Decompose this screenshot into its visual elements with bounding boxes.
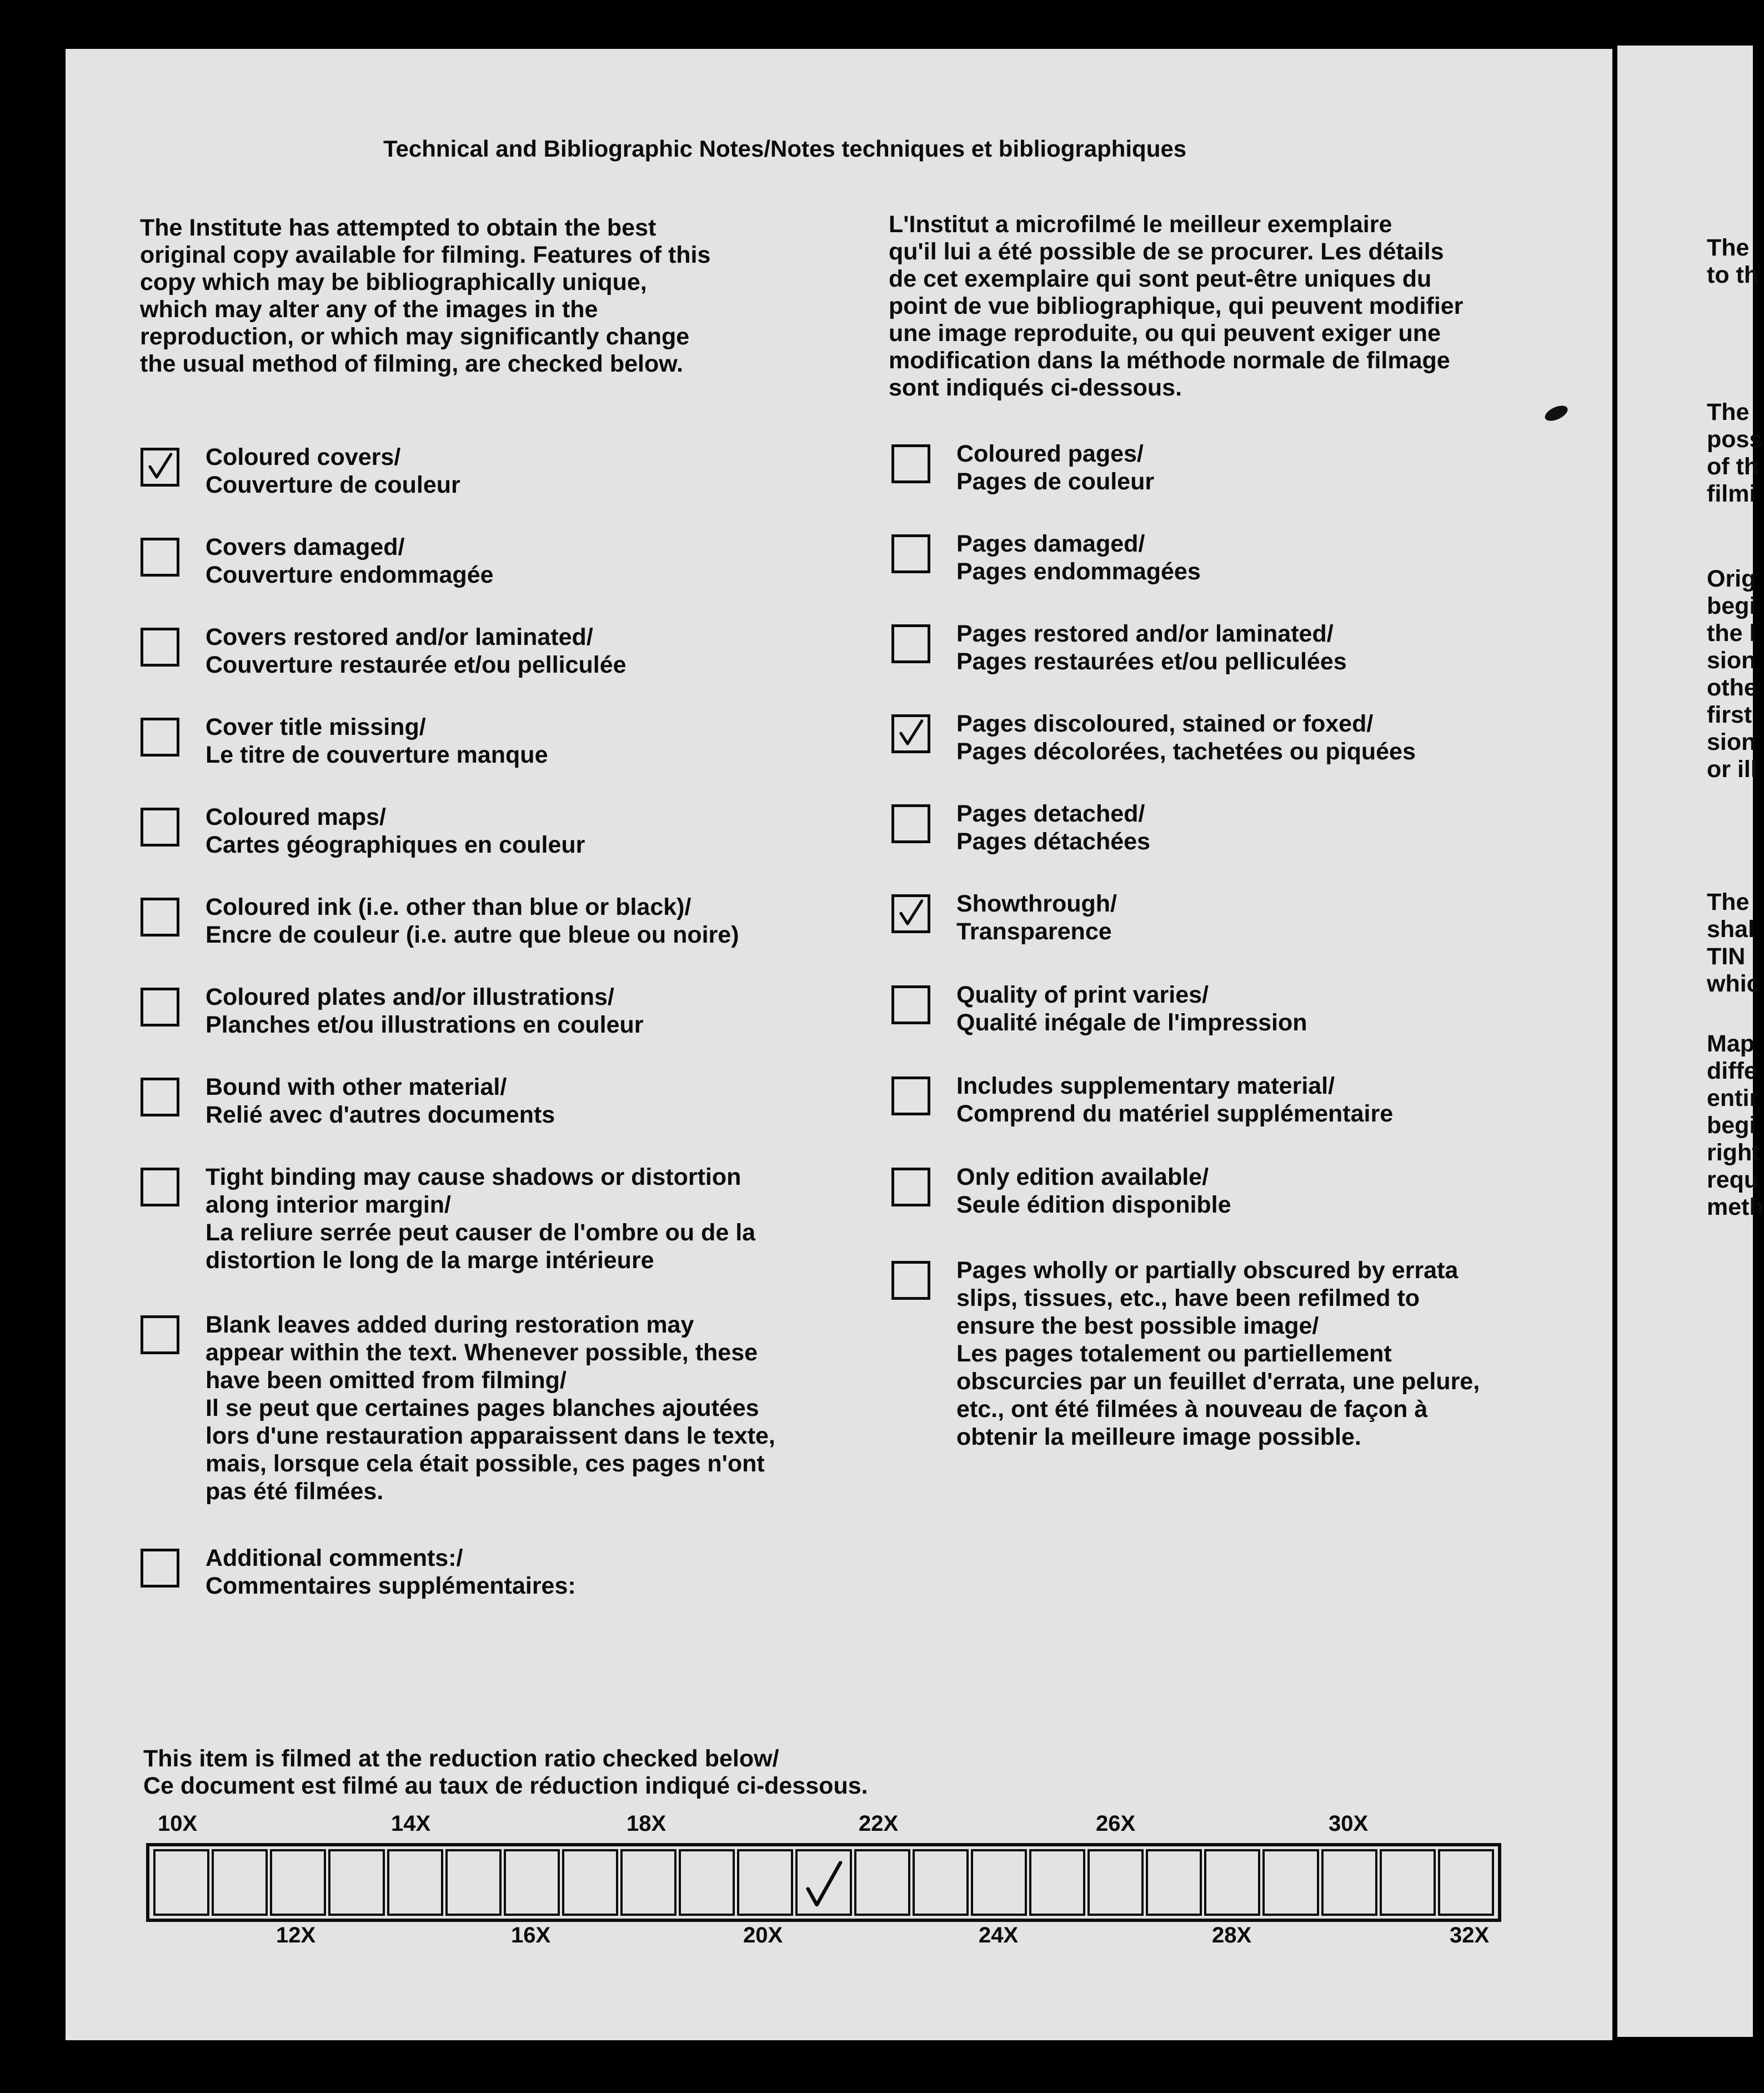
text-line: obscurcies par un feuillet d'errata, une pelure,: [956, 1368, 1480, 1395]
ratio-cell[interactable]: [913, 1849, 969, 1916]
text-line: Covers damaged/: [206, 534, 405, 560]
checkbox[interactable]: [141, 988, 179, 1027]
ratio-cell[interactable]: [212, 1849, 268, 1916]
text-line: sion: [1707, 729, 1756, 755]
checkbox-label: [206, 1073, 555, 1129]
page-title: Technical and Bibliographic Notes/Notes techniques et bibliographiques: [383, 136, 1187, 162]
text-line: Pages détachées: [956, 828, 1150, 855]
text-line: Cartes géographiques en couleur: [206, 832, 585, 858]
ratio-cell[interactable]: [795, 1849, 851, 1916]
checkbox-label: [956, 530, 1201, 585]
checkbox-label: [956, 800, 1150, 855]
text-line: requ: [1707, 1166, 1759, 1193]
text-line: Pages endommagées: [956, 558, 1201, 585]
text-line: to th: [1707, 262, 1759, 288]
text-line: Covers restored and/or laminated/: [206, 624, 593, 650]
text-line: pas été filmées.: [206, 1478, 384, 1505]
reduction-line-fr: Ce document est filmé au taux de réduction indiqué ci-dessous.: [143, 1772, 868, 1799]
checkbox-label: [206, 1544, 576, 1600]
text-line: Couverture de couleur: [206, 472, 460, 498]
text-line: diffe: [1707, 1058, 1757, 1084]
ratio-cell[interactable]: [1146, 1849, 1202, 1916]
fragment-block: [1707, 399, 1762, 508]
checkbox-label: [956, 620, 1347, 675]
text-line: Pages décolorées, tachetées ou piquées: [956, 738, 1416, 765]
text-line: copy which may be bibliographically unique,: [140, 269, 647, 296]
text-line: Seule édition disponible: [956, 1191, 1231, 1218]
text-line: Coloured covers/: [206, 444, 401, 470]
checkbox[interactable]: [891, 714, 930, 753]
ratio-cell[interactable]: [1438, 1849, 1494, 1916]
checkmark-icon: [894, 897, 928, 930]
ratio-cell[interactable]: [854, 1849, 910, 1916]
fragment-block: [1707, 234, 1758, 289]
text-line: Le titre de couverture manque: [206, 742, 548, 768]
checkbox-label: [956, 440, 1154, 495]
text-line: Includes supplementary material/: [956, 1073, 1335, 1099]
checkbox-label: [206, 443, 460, 499]
text-line: othe: [1707, 674, 1757, 701]
text-line: Bound with other material/: [206, 1074, 507, 1100]
ratio-cell[interactable]: [1029, 1849, 1085, 1916]
text-line: The Institute has attempted to obtain the best: [140, 214, 657, 241]
text-line: Pages restaurées et/ou pelliculées: [956, 648, 1347, 675]
text-line: Planches et/ou illustrations en couleur: [206, 1012, 644, 1038]
text-line: whic: [1707, 970, 1760, 997]
text-line: the l: [1707, 620, 1756, 647]
checkbox[interactable]: [141, 808, 179, 847]
checkbox-label: [956, 1256, 1480, 1451]
text-line: TIN: [1707, 943, 1746, 970]
text-line: begi: [1707, 1112, 1756, 1139]
checkbox-label: [206, 803, 585, 859]
text-line: appear within the text. Whenever possible, these: [206, 1339, 758, 1366]
ratio-label: 16X: [511, 1923, 551, 1947]
text-line: Pages damaged/: [956, 530, 1145, 557]
text-line: modification dans la méthode normale de filmage: [889, 347, 1450, 374]
text-line: distortion le long de la marge intérieure: [206, 1247, 654, 1274]
text-line: filmi: [1707, 480, 1756, 507]
ratio-label: 28X: [1212, 1923, 1252, 1947]
checkbox-label: [956, 890, 1117, 945]
checkbox-label: [206, 713, 548, 769]
text-line: qu'il lui a été possible de se procurer. Les détails: [889, 238, 1444, 265]
text-line: etc., ont été filmées à nouveau de façon à: [956, 1396, 1428, 1423]
text-line: right: [1707, 1139, 1760, 1166]
text-line: une image reproduite, ou qui peuvent exiger une: [889, 320, 1441, 347]
text-line: Pages restored and/or laminated/: [956, 620, 1334, 647]
text-line: have been omitted from filming/: [206, 1367, 567, 1394]
text-line: Map: [1707, 1030, 1755, 1057]
checkbox[interactable]: [891, 624, 930, 663]
text-line: Pages wholly or partially obscured by errata: [956, 1257, 1459, 1284]
text-line: point de vue bibliographique, qui peuvent modifier: [889, 293, 1464, 319]
checkbox[interactable]: [891, 444, 930, 483]
checkbox-label: [206, 893, 739, 949]
checkbox-label: [206, 623, 627, 679]
text-line: Cover title missing/: [206, 714, 426, 740]
ratio-cell[interactable]: [737, 1849, 793, 1916]
text-line: de cet exemplaire qui sont peut-être uniques du: [889, 266, 1432, 292]
ratio-cell[interactable]: [971, 1849, 1027, 1916]
reduction-ratio-scale: [146, 1843, 1501, 1922]
text-line: Qualité inégale de l'impression: [956, 1009, 1307, 1036]
text-line: Tight binding may cause shadows or distortion: [206, 1164, 741, 1190]
text-line: Blank leaves added during restoration may: [206, 1311, 694, 1338]
text-line: The: [1707, 889, 1750, 915]
ratio-cell[interactable]: [1088, 1849, 1144, 1916]
checkbox[interactable]: [891, 985, 930, 1024]
ratio-label: 22X: [859, 1811, 899, 1836]
ratio-cell[interactable]: [1262, 1849, 1319, 1916]
ratio-label: 26X: [1096, 1811, 1136, 1836]
checkbox-label: [206, 1311, 775, 1505]
checkbox[interactable]: [141, 1078, 179, 1116]
checkbox[interactable]: [891, 894, 930, 933]
text-line: La reliure serrée peut causer de l'ombre ou de la: [206, 1219, 756, 1246]
text-line: Pages detached/: [956, 800, 1145, 827]
text-line: entir: [1707, 1085, 1759, 1111]
ratio-cell[interactable]: [153, 1849, 209, 1916]
text-line: reproduction, or which may significantly change: [140, 323, 690, 350]
ratio-cell[interactable]: [328, 1849, 384, 1916]
text-line: The: [1707, 234, 1750, 261]
text-line: Pages de couleur: [956, 468, 1155, 495]
text-line: original copy available for filming. Features of this: [140, 242, 711, 268]
text-line: along interior margin/: [206, 1191, 451, 1218]
checkbox-label: [956, 1163, 1231, 1219]
ratio-cell[interactable]: [387, 1849, 443, 1916]
checkmark-icon: [143, 450, 177, 484]
ratio-cell[interactable]: [445, 1849, 502, 1916]
text-line: Orig: [1707, 565, 1756, 592]
text-line: Les pages totalement ou partiellement: [956, 1340, 1392, 1367]
ratio-cell[interactable]: [1321, 1849, 1377, 1916]
text-line: Il se peut que certaines pages blanches ajoutées: [206, 1395, 759, 1421]
checkbox-label: [956, 1072, 1393, 1128]
ratio-cell[interactable]: [504, 1849, 560, 1916]
checkbox[interactable]: [891, 1076, 930, 1115]
text-line: sion: [1707, 647, 1756, 674]
text-line: slips, tissues, etc., have been refilmed to: [956, 1285, 1420, 1311]
fragment-block: [1707, 565, 1757, 783]
ratio-cell[interactable]: [270, 1849, 326, 1916]
ratio-label: 20X: [743, 1923, 783, 1947]
text-line: Couverture endommagée: [206, 562, 494, 588]
text-line: Coloured ink (i.e. other than blue or black)/: [206, 894, 691, 920]
checkbox[interactable]: [891, 534, 930, 573]
text-line: Coloured plates and/or illustrations/: [206, 984, 614, 1010]
text-line: poss: [1707, 426, 1763, 453]
text-line: sont indiqués ci-dessous.: [889, 374, 1182, 401]
reduction-line-en: This item is filmed at the reduction ratio checked below/: [143, 1745, 779, 1772]
ratio-cell[interactable]: [620, 1849, 676, 1916]
text-line: or ill: [1707, 756, 1757, 783]
text-line: Couverture restaurée et/ou pelliculée: [206, 652, 627, 678]
ratio-cell[interactable]: [1204, 1849, 1260, 1916]
text-line: which may alter any of the images in the: [140, 296, 598, 323]
text-line: begi: [1707, 593, 1756, 619]
ratio-cell[interactable]: [562, 1849, 618, 1916]
text-line: L'Institut a microfilmé le meilleur exemplaire: [889, 211, 1392, 238]
text-line: Relié avec d'autres documents: [206, 1101, 555, 1128]
text-line: Only edition available/: [956, 1164, 1209, 1190]
text-line: ensure the best possible image/: [956, 1313, 1319, 1339]
checkbox[interactable]: [141, 718, 179, 757]
ratio-label: 14X: [391, 1811, 431, 1836]
text-line: obtenir la meilleure image possible.: [956, 1424, 1361, 1450]
checkbox[interactable]: [141, 1168, 179, 1206]
ratio-label: 12X: [276, 1923, 316, 1947]
intro-english: [140, 214, 710, 378]
checkbox[interactable]: [141, 448, 179, 487]
ratio-label: 18X: [627, 1811, 666, 1836]
fragment-block: [1707, 889, 1760, 998]
checkbox-label: [956, 981, 1307, 1037]
text-line: Commentaires supplémentaires:: [206, 1573, 576, 1599]
checkbox[interactable]: [141, 538, 179, 577]
text-line: mais, lorsque cela était possible, ces pages n'ont: [206, 1450, 765, 1477]
text-line: Additional comments:/: [206, 1545, 463, 1571]
text-line: shal: [1707, 916, 1755, 943]
reduction-heading: [143, 1745, 868, 1800]
text-line: Coloured maps/: [206, 804, 386, 830]
ratio-cell[interactable]: [1380, 1849, 1436, 1916]
text-line: Showthrough/: [956, 890, 1117, 917]
intro-french: [889, 211, 1463, 402]
checkbox-label: [206, 983, 644, 1039]
text-line: Coloured pages/: [956, 440, 1144, 467]
ratio-cell[interactable]: [679, 1849, 735, 1916]
checkbox-label: [206, 1163, 755, 1274]
checkbox[interactable]: [891, 804, 930, 843]
checkmark-icon: [894, 717, 928, 750]
text-line: of th: [1707, 453, 1759, 480]
ratio-label: 30X: [1329, 1811, 1369, 1836]
fragment-block: [1707, 1030, 1764, 1221]
ratio-label: 10X: [158, 1811, 198, 1836]
checkbox-label: [956, 710, 1416, 765]
checkbox[interactable]: [141, 628, 179, 667]
text-line: Pages discoloured, stained or foxed/: [956, 710, 1374, 737]
checkmark-icon: [798, 1851, 849, 1914]
checkbox[interactable]: [141, 1315, 179, 1354]
checkbox[interactable]: [891, 1168, 930, 1206]
text-line: lors d'une restauration apparaissent dans le texte,: [206, 1423, 775, 1449]
text-line: meth: [1707, 1194, 1764, 1220]
checkbox[interactable]: [141, 898, 179, 937]
text-line: first: [1707, 702, 1752, 728]
ratio-label: 32X: [1450, 1923, 1490, 1947]
text-line: the usual method of filming, are checked below.: [140, 350, 684, 377]
ratio-label: 24X: [979, 1923, 1019, 1947]
text-line: The: [1707, 399, 1750, 425]
checkbox-label: [206, 533, 494, 589]
text-line: Comprend du matériel supplémentaire: [956, 1100, 1394, 1127]
checkbox[interactable]: [891, 1261, 930, 1300]
text-line: Quality of print varies/: [956, 982, 1209, 1008]
checkbox[interactable]: [141, 1549, 179, 1588]
text-line: Transparence: [956, 918, 1112, 945]
text-line: Encre de couleur (i.e. autre que bleue ou noire): [206, 922, 739, 948]
